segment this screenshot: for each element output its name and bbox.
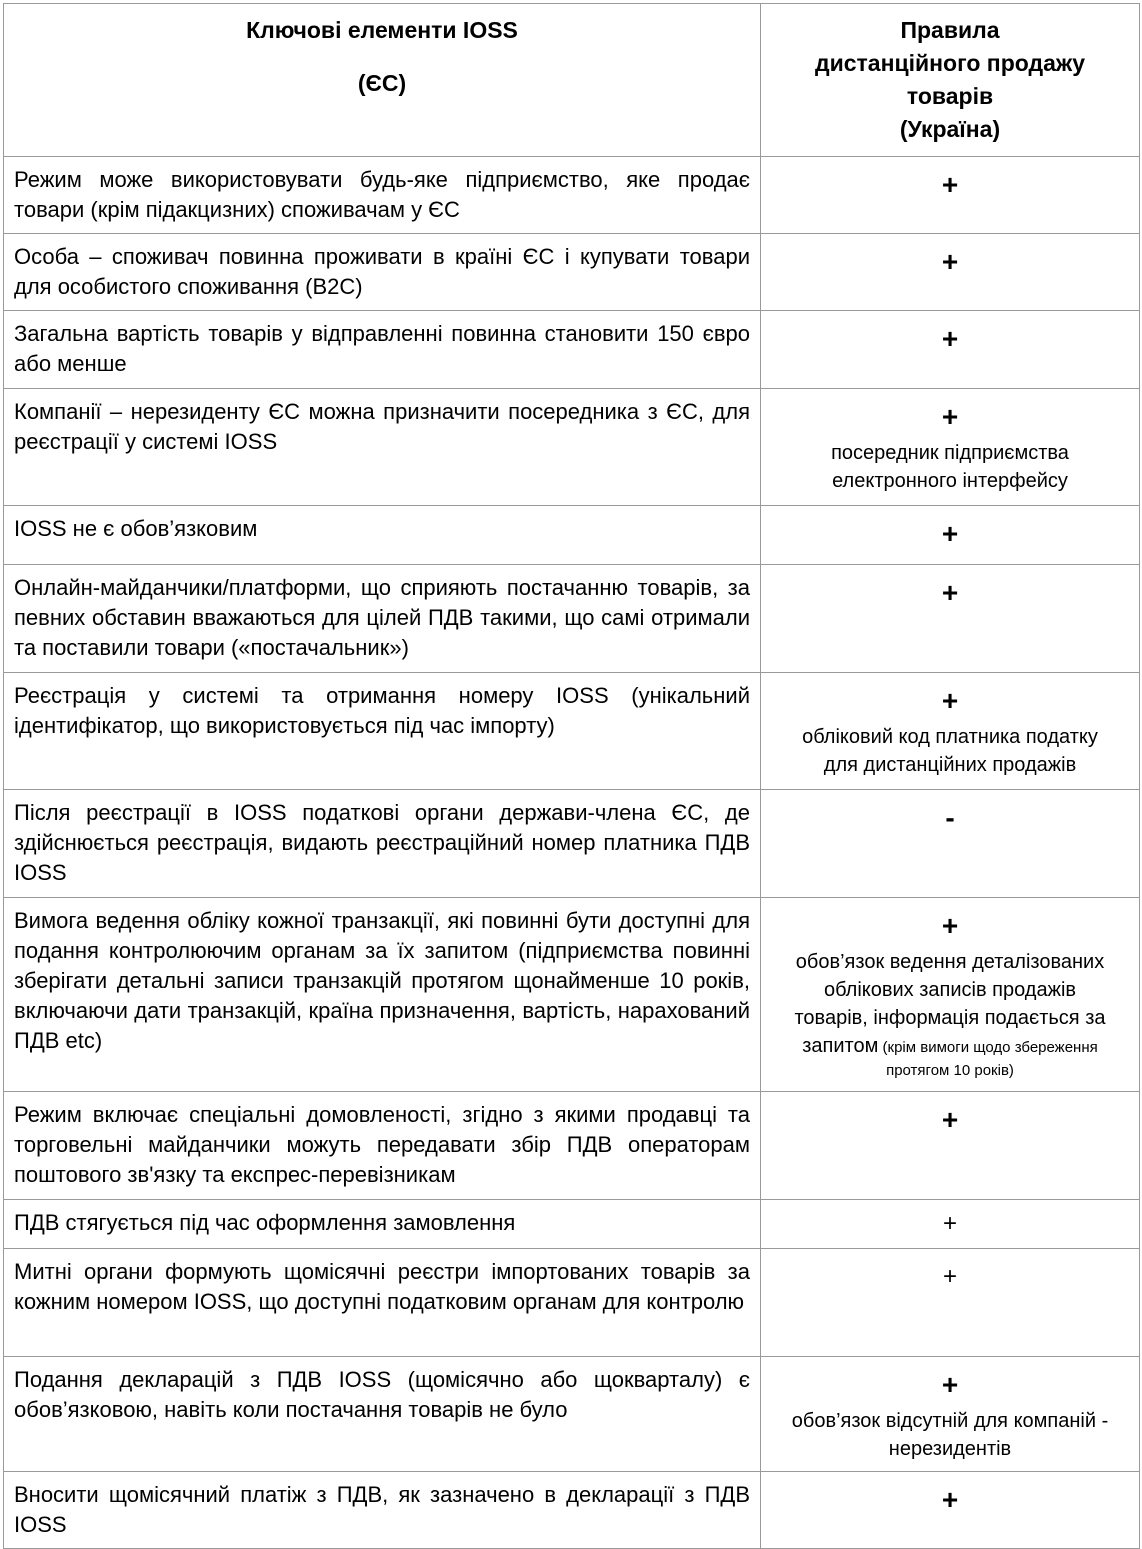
feature-cell: Реєстрація у системі та отримання номеру IOSS (унікальний ідентифікатор, що використовується під час імпорту) bbox=[4, 673, 761, 790]
feature-cell: Подання декларацій з ПДВ IOSS (щомісячно або щокварталу) є обов’язковою, навіть коли постачання товарів не було bbox=[4, 1357, 761, 1472]
plus-mark: + bbox=[941, 169, 959, 200]
table-row bbox=[4, 1249, 1140, 1357]
header-ua-line2: дистанційного продажу bbox=[815, 50, 1085, 76]
plus-mark: + bbox=[942, 1210, 957, 1237]
note-small-line: протягом 10 років) bbox=[886, 1062, 1014, 1079]
table-row bbox=[4, 898, 1140, 1092]
feature-cell: Особа – споживач повинна проживати в країні ЄС і купувати товари для особистого споживання (B2C) bbox=[4, 234, 761, 311]
header-eu-line2: (ЄС) bbox=[357, 70, 407, 96]
note-text: запитом bbox=[802, 1035, 879, 1057]
header-ukraine-rules bbox=[761, 4, 1140, 157]
table-row bbox=[4, 389, 1140, 506]
feature-cell: Вимога ведення обліку кожної транзакції, які повинні бути доступні для подання контролюючим органам за їх запитом (підприємства повинні зберігати детальні записи транзакцій протягом щонайменше 10 років, включаючи дати транзакцій, країна призначення, вартість, нарахований ПДВ etc) bbox=[4, 898, 761, 1092]
plus-mark: + bbox=[941, 323, 959, 354]
note-line: обліковий код платника податку bbox=[802, 726, 1098, 748]
plus-mark: + bbox=[941, 910, 959, 941]
note-small-text: (крім вимоги щодо збереження bbox=[878, 1039, 1098, 1056]
mark-cell bbox=[761, 506, 1140, 565]
mark-cell bbox=[761, 157, 1140, 234]
mark-note bbox=[767, 1407, 1133, 1463]
note-line bbox=[767, 1032, 1133, 1060]
table-row bbox=[4, 157, 1140, 234]
plus-mark: + bbox=[941, 246, 959, 277]
plus-mark: + bbox=[941, 685, 959, 716]
plus-mark: + bbox=[941, 401, 959, 432]
feature-cell: Режим включає спеціальні домовленості, згідно з якими продавці та торговельні майданчики можуть передавати збір ПДВ операторам поштового зв'язку та експрес-перевізникам bbox=[4, 1092, 761, 1200]
note-line: товарів, інформація подається за bbox=[794, 1007, 1106, 1029]
table-row bbox=[4, 673, 1140, 790]
table-row bbox=[4, 1092, 1140, 1200]
feature-cell: IOSS не є обов’язковим bbox=[4, 506, 761, 565]
mark-note bbox=[767, 439, 1133, 495]
mark-cell bbox=[761, 1472, 1140, 1549]
plus-mark: + bbox=[942, 1263, 957, 1290]
header-ua-line1: Правила bbox=[900, 17, 1000, 43]
header-eu-line1: Ключові елементи IOSS bbox=[246, 17, 518, 43]
header-eu-ioss bbox=[4, 4, 761, 157]
mark-cell bbox=[761, 311, 1140, 389]
feature-cell: ПДВ стягується під час оформлення замовлення bbox=[4, 1200, 761, 1249]
note-line: нерезидентів bbox=[888, 1438, 1012, 1460]
table-row bbox=[4, 565, 1140, 673]
mark-cell bbox=[761, 1092, 1140, 1200]
table-row bbox=[4, 506, 1140, 565]
note-line: посередник підприємства bbox=[831, 442, 1069, 464]
feature-cell: Після реєстрації в IOSS податкові органи держави-члена ЄС, де здійснюється реєстрація, видають реєстраційний номер платника ПДВ IOSS bbox=[4, 790, 761, 898]
plus-mark: + bbox=[941, 1369, 959, 1400]
mark-cell bbox=[761, 389, 1140, 506]
table-row bbox=[4, 1357, 1140, 1472]
note-line: облікових записів продажів bbox=[823, 979, 1077, 1001]
table-row bbox=[4, 1472, 1140, 1549]
ioss-comparison-table bbox=[3, 3, 1140, 1549]
plus-mark: + bbox=[941, 1484, 959, 1515]
mark-cell bbox=[761, 1249, 1140, 1357]
mark-cell bbox=[761, 1200, 1140, 1249]
mark-cell bbox=[761, 673, 1140, 790]
plus-mark: + bbox=[941, 1104, 959, 1135]
note-line: обов’язок відсутній для компаній - bbox=[791, 1410, 1109, 1432]
mark-cell bbox=[761, 565, 1140, 673]
header-ua-line3: товарів bbox=[906, 83, 994, 109]
note-line: електронного інтерфейсу bbox=[832, 470, 1068, 492]
mark-note bbox=[767, 948, 1133, 1082]
feature-cell: Загальна вартість товарів у відправленні повинна становити 150 євро або менше bbox=[4, 311, 761, 389]
header-ua-line4: (Україна) bbox=[899, 116, 1001, 142]
table-row bbox=[4, 311, 1140, 389]
plus-mark: + bbox=[941, 577, 959, 608]
note-line: для дистанційних продажів bbox=[823, 754, 1077, 776]
table-row bbox=[4, 790, 1140, 898]
mark-cell bbox=[761, 898, 1140, 1092]
mark-note bbox=[767, 723, 1133, 779]
feature-cell: Компанії – нерезиденту ЄС можна призначити посередника з ЄС, для реєстрації у системі IOSS bbox=[4, 389, 761, 506]
feature-cell: Вносити щомісячний платіж з ПДВ, як зазначено в декларації з ПДВ IOSS bbox=[4, 1472, 761, 1549]
header-row bbox=[4, 4, 1140, 157]
feature-cell: Онлайн-майданчики/платформи, що сприяють постачанню товарів, за певних обставин вважаються для цілей ПДВ такими, що самі отримали та поставили товари («постачальник») bbox=[4, 565, 761, 673]
table-row bbox=[4, 1200, 1140, 1249]
feature-cell: Митні органи формують щомісячні реєстри імпортованих товарів за кожним номером IOSS, що доступні податковим органам для контролю bbox=[4, 1249, 761, 1357]
mark-cell bbox=[761, 234, 1140, 311]
minus-mark: - bbox=[945, 802, 955, 833]
mark-cell bbox=[761, 790, 1140, 898]
mark-cell bbox=[761, 1357, 1140, 1472]
note-line: обов’язок ведення деталізованих bbox=[795, 951, 1105, 973]
feature-cell: Режим може використовувати будь-яке підприємство, яке продає товари (крім підакцизних) споживачам у ЄС bbox=[4, 157, 761, 234]
table-row bbox=[4, 234, 1140, 311]
plus-mark: + bbox=[941, 518, 959, 549]
